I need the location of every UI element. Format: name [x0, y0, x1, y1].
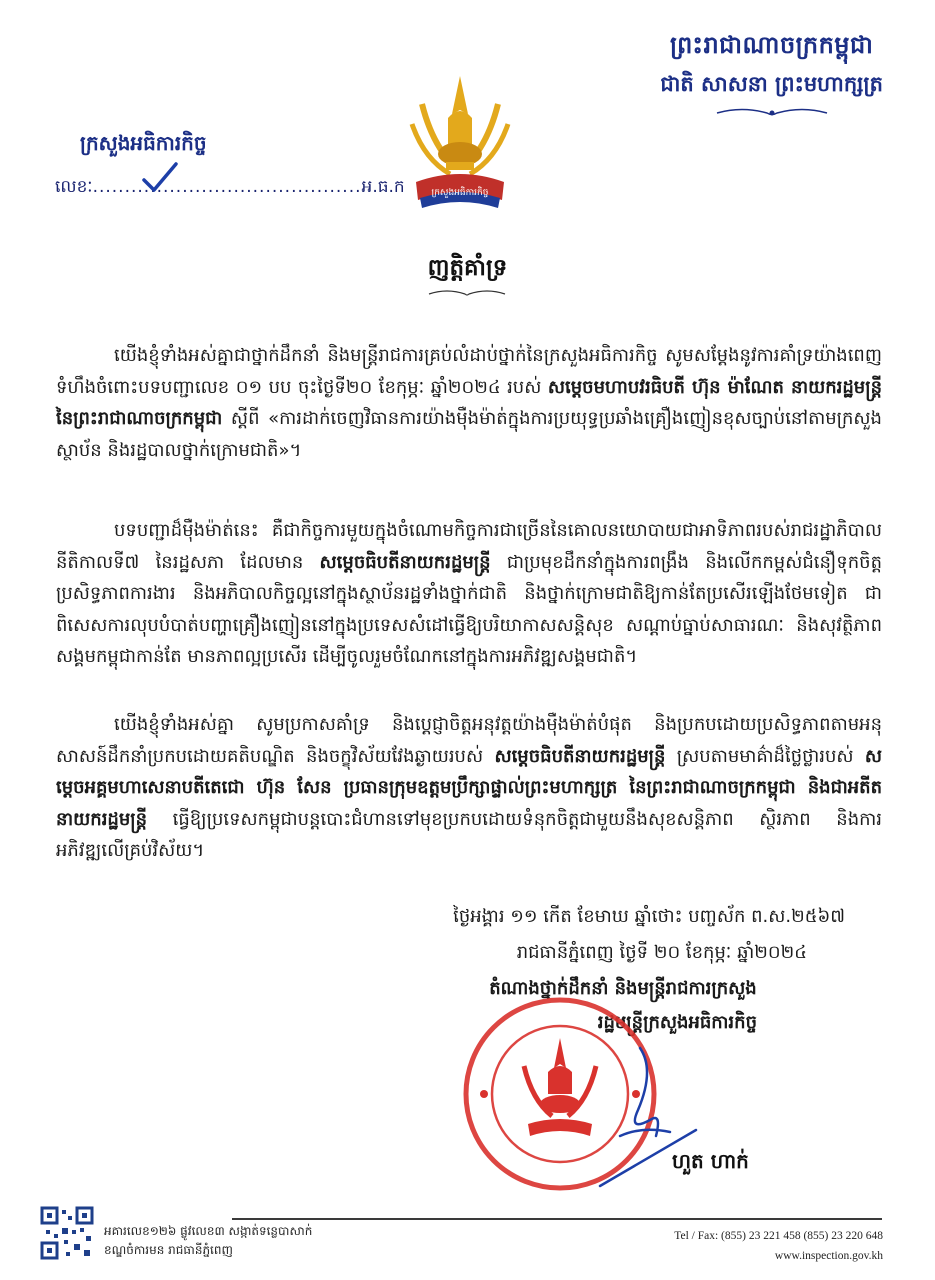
emblem-label: ក្រសួងអធិការកិច្ច [431, 188, 489, 198]
paragraph-1-text: យើងខ្ញុំទាំងអស់គ្នាជាថ្នាក់ដឹកនាំ និងមន្ត្រីរាជការគ្រប់លំដាប់ថ្នាក់នៃក្រសួងអធិការកិច្ច សូមសម្តែងនូវការគាំទ្រយ៉ាងពេញទំហឹងចំពោះបទបញ្ជាលេខ ០១ បប ចុះថ្ងៃទី២០ ខែកុម្ភៈ ឆ្នាំ២០២៤ របស់ [56, 345, 882, 398]
paragraph-3-bold: សម្តេចធិបតីនាយករដ្ឋមន្ត្រី [494, 745, 666, 767]
footer-contact [674, 1226, 883, 1266]
signatory-title-line1: តំណាងថ្នាក់ដឹកនាំ និងមន្ត្រីរាជការក្រសួង [489, 978, 757, 999]
signatory-title-line2: រដ្ឋមន្ត្រីក្រសួងអធិការកិច្ច [597, 1012, 757, 1033]
solar-date: រាជធានីភ្នំពេញ ថ្ងៃទី ២០ ខែកុម្ភៈ ឆ្នាំ២០២៤ [516, 942, 807, 963]
paragraph-3-text: យើងខ្ញុំទាំងអស់គ្នា សូមប្រកាសគាំទ្រ និងប្តេជ្ញាចិត្តអនុវត្តយ៉ាងម៉ឺងម៉ាត់បំផុត និងប្រកបដោយប្រសិទ្ធភាពតាមអនុសាសន៍ដឹកនាំប្រកបដោយគតិបណ្ឌិត និងចក្ខុវិស័យវែងឆ្ងាយរបស់ [56, 714, 882, 767]
paragraph-3-text-mid: ស្របតាមមាគ៌ាដ៏ថ្លៃថ្លារបស់ [665, 745, 865, 767]
kingdom-header [660, 30, 883, 124]
ministry-emblem-icon [402, 74, 518, 214]
paragraph-1-bold: សម្តេចមហាបវរធិបតី ហ៊ុន ម៉ាណែត នាយករដ្ឋមន្ត្រី នៃព្រះរាជាណាចក្រកម្ពុជា [56, 376, 882, 429]
footer-address [104, 1222, 312, 1260]
paragraph-3-text-end: ធ្វើឱ្យប្រទេសកម្ពុជាបន្តបោះជំហានទៅមុខប្រកបដោយទំនុកចិត្តជាមួយនឹងសុខសន្តិភាព ស្ថិរភាព និងការអភិវឌ្ឍលើគ្រប់វិស័យ។ [56, 808, 882, 861]
reference-prefix: លេខៈ [55, 177, 93, 197]
kingdom-name: ព្រះរាជាណាចក្រកម្ពុជា [670, 31, 874, 59]
ministry-name: ក្រសួងអធិការកិច្ច [80, 131, 207, 155]
reference-suffix: អ.ធ.ក [361, 177, 405, 197]
paragraph-2-text-end: ជាប្រមុខដឹកនាំក្នុងការពង្រឹង និងលើកកម្ពស់ជំនឿទុកចិត្ត ប្រសិទ្ធភាពការងារ និងអភិបាលកិច្ចល្អនៅក្នុងស្ថាប័នរដ្ឋទាំងថ្នាក់ជាតិ និងថ្នាក់ក្រោមជាតិឱ្យកាន់តែប្រសើរឡើងថែមទៀត ជាពិសេសការលុបបំបាត់បញ្ហាគ្រឿងញៀននៅក្នុងប្រទេសសំដៅធ្វើឱ្យបរិយាកាសសន្តិសុខ សណ្តាប់ធ្នាប់សាធារណៈ និងសុវត្ថិភាពសង្គមកម្ពុជាកាន់តែ មានភាពល្អប្រសើរ ដើម្បីចូលរួមចំណែកនៅក្នុងការអភិវឌ្ឍសង្គមជាតិ។ [56, 551, 882, 667]
checkmark-icon [140, 160, 180, 196]
lunar-date: ថ្ងៃអង្គារ ១១ កើត ខែមាឃ ឆ្នាំថោះ បញ្ចស័ក ព.ស.២៥៦៧ [453, 906, 845, 927]
reference-dots: .......................................... [92, 177, 362, 197]
header-ornament-icon [712, 106, 832, 120]
reference-number [55, 176, 405, 201]
address-line-1: អគារលេខ១២៦ ផ្លូវលេខ៣ សង្កាត់ទន្លេបាសាក់ [104, 1224, 313, 1238]
paragraph-2-text: បទបញ្ជាដ៏ម៉ឺងម៉ាត់នេះ គឺជាកិច្ចការមួយក្នុងចំណោមកិច្ចការជាច្រើននៃគោលនយោបាយជាអាទិភាពរបស់រាជរដ្ឋាភិបាល នីតិកាលទី៧ នៃរដ្ឋសភា ដែលមាន [56, 520, 882, 573]
address-line-2: ខណ្ឌចំការមន រាជធានីភ្នំពេញ [104, 1243, 233, 1257]
paragraph-3 [56, 709, 882, 867]
footer-divider [232, 1218, 882, 1220]
document-title: ញត្តិគាំទ្រ [427, 255, 508, 281]
paragraph-2-bold: សម្តេចធិបតីនាយករដ្ឋមន្ត្រី [319, 551, 491, 573]
paragraph-3-bold-2: សម្តេចអគ្គមហាសេនាបតីតេជោ ហ៊ុន សែន ប្រធានក្រុមឧត្តមប្រឹក្សាផ្ទាល់ព្រះមហាក្សត្រ នៃព្រះរាជាណាចក្រកម្ពុជា និងជាអតីតនាយករដ្ឋមន្ត្រី [56, 745, 882, 830]
national-motto: ជាតិ សាសនា ព្រះមហាក្សត្រ [660, 72, 883, 96]
qr-code-icon[interactable] [40, 1206, 94, 1260]
paragraph-1-text-end: ស្តីពី «ការដាក់ចេញវិធានការយ៉ាងម៉ឺងម៉ាត់ក្នុងការប្រយុទ្ធប្រឆាំងគ្រឿងញៀនខុសច្បាប់នៅតាមក្រសួង ស្ថាប័ន និងរដ្ឋបាលថ្នាក់ក្រោមជាតិ»។ [56, 408, 882, 461]
signatory-name: ហួត ហាក់ [672, 1149, 749, 1173]
paragraph-2 [56, 515, 882, 673]
title-ornament-icon [427, 288, 507, 300]
paragraph-1 [56, 340, 882, 466]
website-link[interactable]: www.inspection.gov.kh [774, 1250, 883, 1262]
phone-fax: Tel / Fax: (855) 23 221 458 (855) 23 220 648 [674, 1230, 883, 1242]
